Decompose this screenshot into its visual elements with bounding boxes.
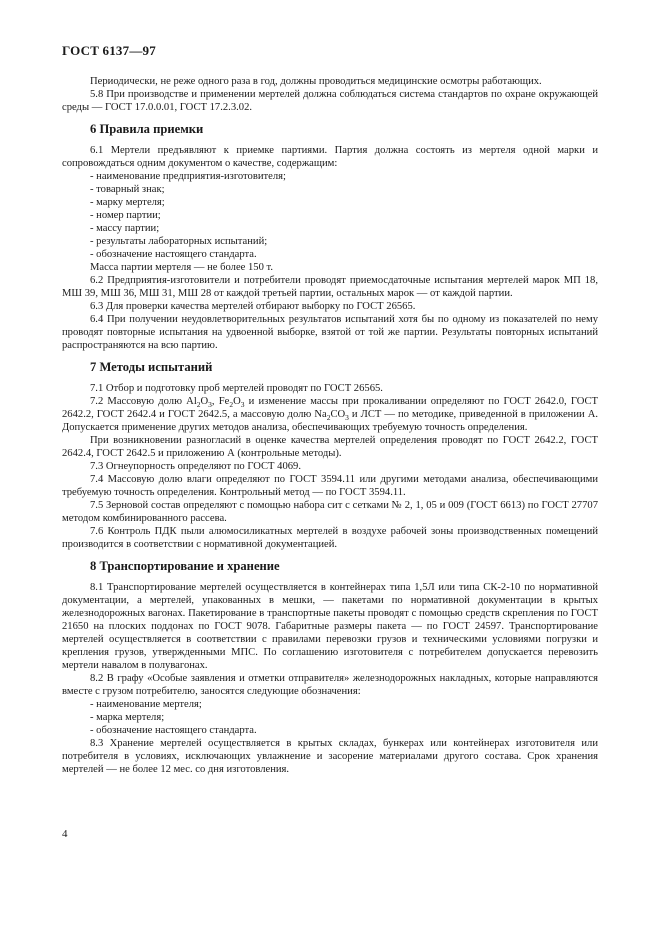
list-item: - наименование мертеля; bbox=[90, 699, 202, 710]
paragraph-7-3: 7.3 Огнеупорность определяют по ГОСТ 4069. bbox=[90, 461, 302, 472]
list-item: - массу партии; bbox=[90, 223, 160, 234]
document-id: ГОСТ 6137—97 bbox=[62, 43, 156, 58]
paragraph-5-7-continuation: Периодически, не реже одного раза в год, должны проводиться медицинские осмотры работающих. bbox=[90, 76, 542, 87]
paragraph-8-1: 8.1 Транспортирование мертелей осуществляется в контейнерах типа 1,5Л или типа СК-2-10 по нормативной документации, а мертелей, упакованных в мешки, — пакетами по нормативной документации в крытых железнодорожных вагонах. Пакетирование в транспортные пакеты проводят с помощью средств скрепления по ГОСТ 21650 на плоских поддонах по ГОСТ 9078. Габаритные размеры пакета — по ГОСТ 24597. Транспортирование мертелей осуществляется в соответствии с правилами перевозки грузов и техническими условиями погрузки и крепления грузов, утвержденными МПС. По соглашению изготовителя с потребителем допускается перевозить мертели навалом в полувагонах. bbox=[62, 582, 598, 671]
paragraph-6-4: 6.4 При получении неудовлетворительных результатов испытаний хотя бы по одному из показателей по нему проводят повторные испытания на удвоенной выборке, взятой от той же партии. Результаты повторных испытаний распространяются на всю партию. bbox=[62, 314, 598, 351]
paragraph-7-6: 7.6 Контроль ПДК пыли алюмосиликатных мертелей в воздухе рабочей зоны производственных помещений производится в соответствии с нормативной документацией. bbox=[62, 526, 598, 550]
paragraph-7-2: 7.2 Массовую долю $Al_2O_3$, $Fe_2O_3$ и изменение массы при прокаливании определяют по ГОСТ 2642.0, ГОСТ 2642.2, ГОСТ 2642.4 и ГОСТ 2642.5, а массовую долю $Na_2CO_3$ и ЛСТ — по методике, приведенной в приложении А. Допускается применение других методов анализа, обеспечивающих требуемую точность определения. bbox=[62, 396, 599, 433]
paragraph-6-2: 6.2 Предприятия-изготовители и потребители проводят приемосдаточные испытания мертелей марок МП 18, МШ 39, МШ 36, МШ 31, МШ 28 от каждой третьей партии, остальных марок — от каждой партии. bbox=[62, 275, 598, 299]
paragraph-6-1: 6.1 Мертели предъявляют к приемке партиями. Партия должна состоять из мертеля одной марки и сопровождаться одним документом о качестве, содержащим: bbox=[62, 145, 598, 169]
page-number: 4 bbox=[62, 828, 68, 840]
paragraph-5-8: 5.8 При производстве и применении мертелей должна соблюдаться система стандартов по охране окружающей среды — ГОСТ 17.0.0.01, ГОСТ 17.2.3.02. bbox=[62, 89, 598, 113]
section-6-title: 6 Правила приемки bbox=[90, 122, 204, 136]
paragraph-7-5: 7.5 Зерновой состав определяют с помощью набора сит с сетками № 2, 1, 05 и 009 (ГОСТ 6613) по ГОСТ 27707 методом комбинированного рассева. bbox=[62, 500, 598, 524]
paragraph-7-4: 7.4 Массовую долю влаги определяют по ГОСТ 3594.11 или другими методами анализа, обеспечивающими требуемую точность определения. Контрольный метод — по ГОСТ 3594.11. bbox=[62, 474, 598, 498]
list-item: - марка мертеля; bbox=[90, 712, 165, 723]
list-item: - результаты лабораторных испытаний; bbox=[90, 236, 268, 247]
paragraph-7-1: 7.1 Отбор и подготовку проб мертелей проводят по ГОСТ 26565. bbox=[90, 383, 383, 394]
list-item: - марку мертеля; bbox=[90, 197, 165, 208]
list-item: - наименование предприятия-изготовителя; bbox=[90, 171, 286, 182]
section-8-title: 8 Транспортирование и хранение bbox=[90, 559, 280, 573]
list-item: - обозначение настоящего стандарта. bbox=[90, 249, 257, 260]
paragraph-8-3: 8.3 Хранение мертелей осуществляется в крытых складах, бункерах или контейнерах изготовителя или потребителя в условиях, исключающих увлажнение и засорение материалами другого состава. Срок хранения мертелей — не более 12 мес. со дня изготовления. bbox=[62, 738, 598, 775]
paragraph-8-2: 8.2 В графу «Особые заявления и отметки отправителя» железнодорожных накладных, которые направляются вместе с грузом потребителю, заносятся следующие обозначения: bbox=[62, 673, 598, 697]
paragraph-6-3: 6.3 Для проверки качества мертелей отбирают выборку по ГОСТ 26565. bbox=[90, 301, 416, 312]
section-7-title: 7 Методы испытаний bbox=[90, 360, 213, 374]
list-item: - обозначение настоящего стандарта. bbox=[90, 725, 257, 736]
paragraph-batch-mass: Масса партии мертеля — не более 150 т. bbox=[90, 262, 274, 273]
paragraph-7-2-disputes: При возникновении разногласий в оценке качества мертелей определения проводят по ГОСТ 2642.2, ГОСТ 2642.4, ГОСТ 2642.5 и приложению А (контрольные методы). bbox=[62, 435, 598, 459]
list-item: - товарный знак; bbox=[90, 184, 165, 195]
document-body bbox=[62, 75, 598, 776]
list-item: - номер партии; bbox=[90, 210, 161, 221]
